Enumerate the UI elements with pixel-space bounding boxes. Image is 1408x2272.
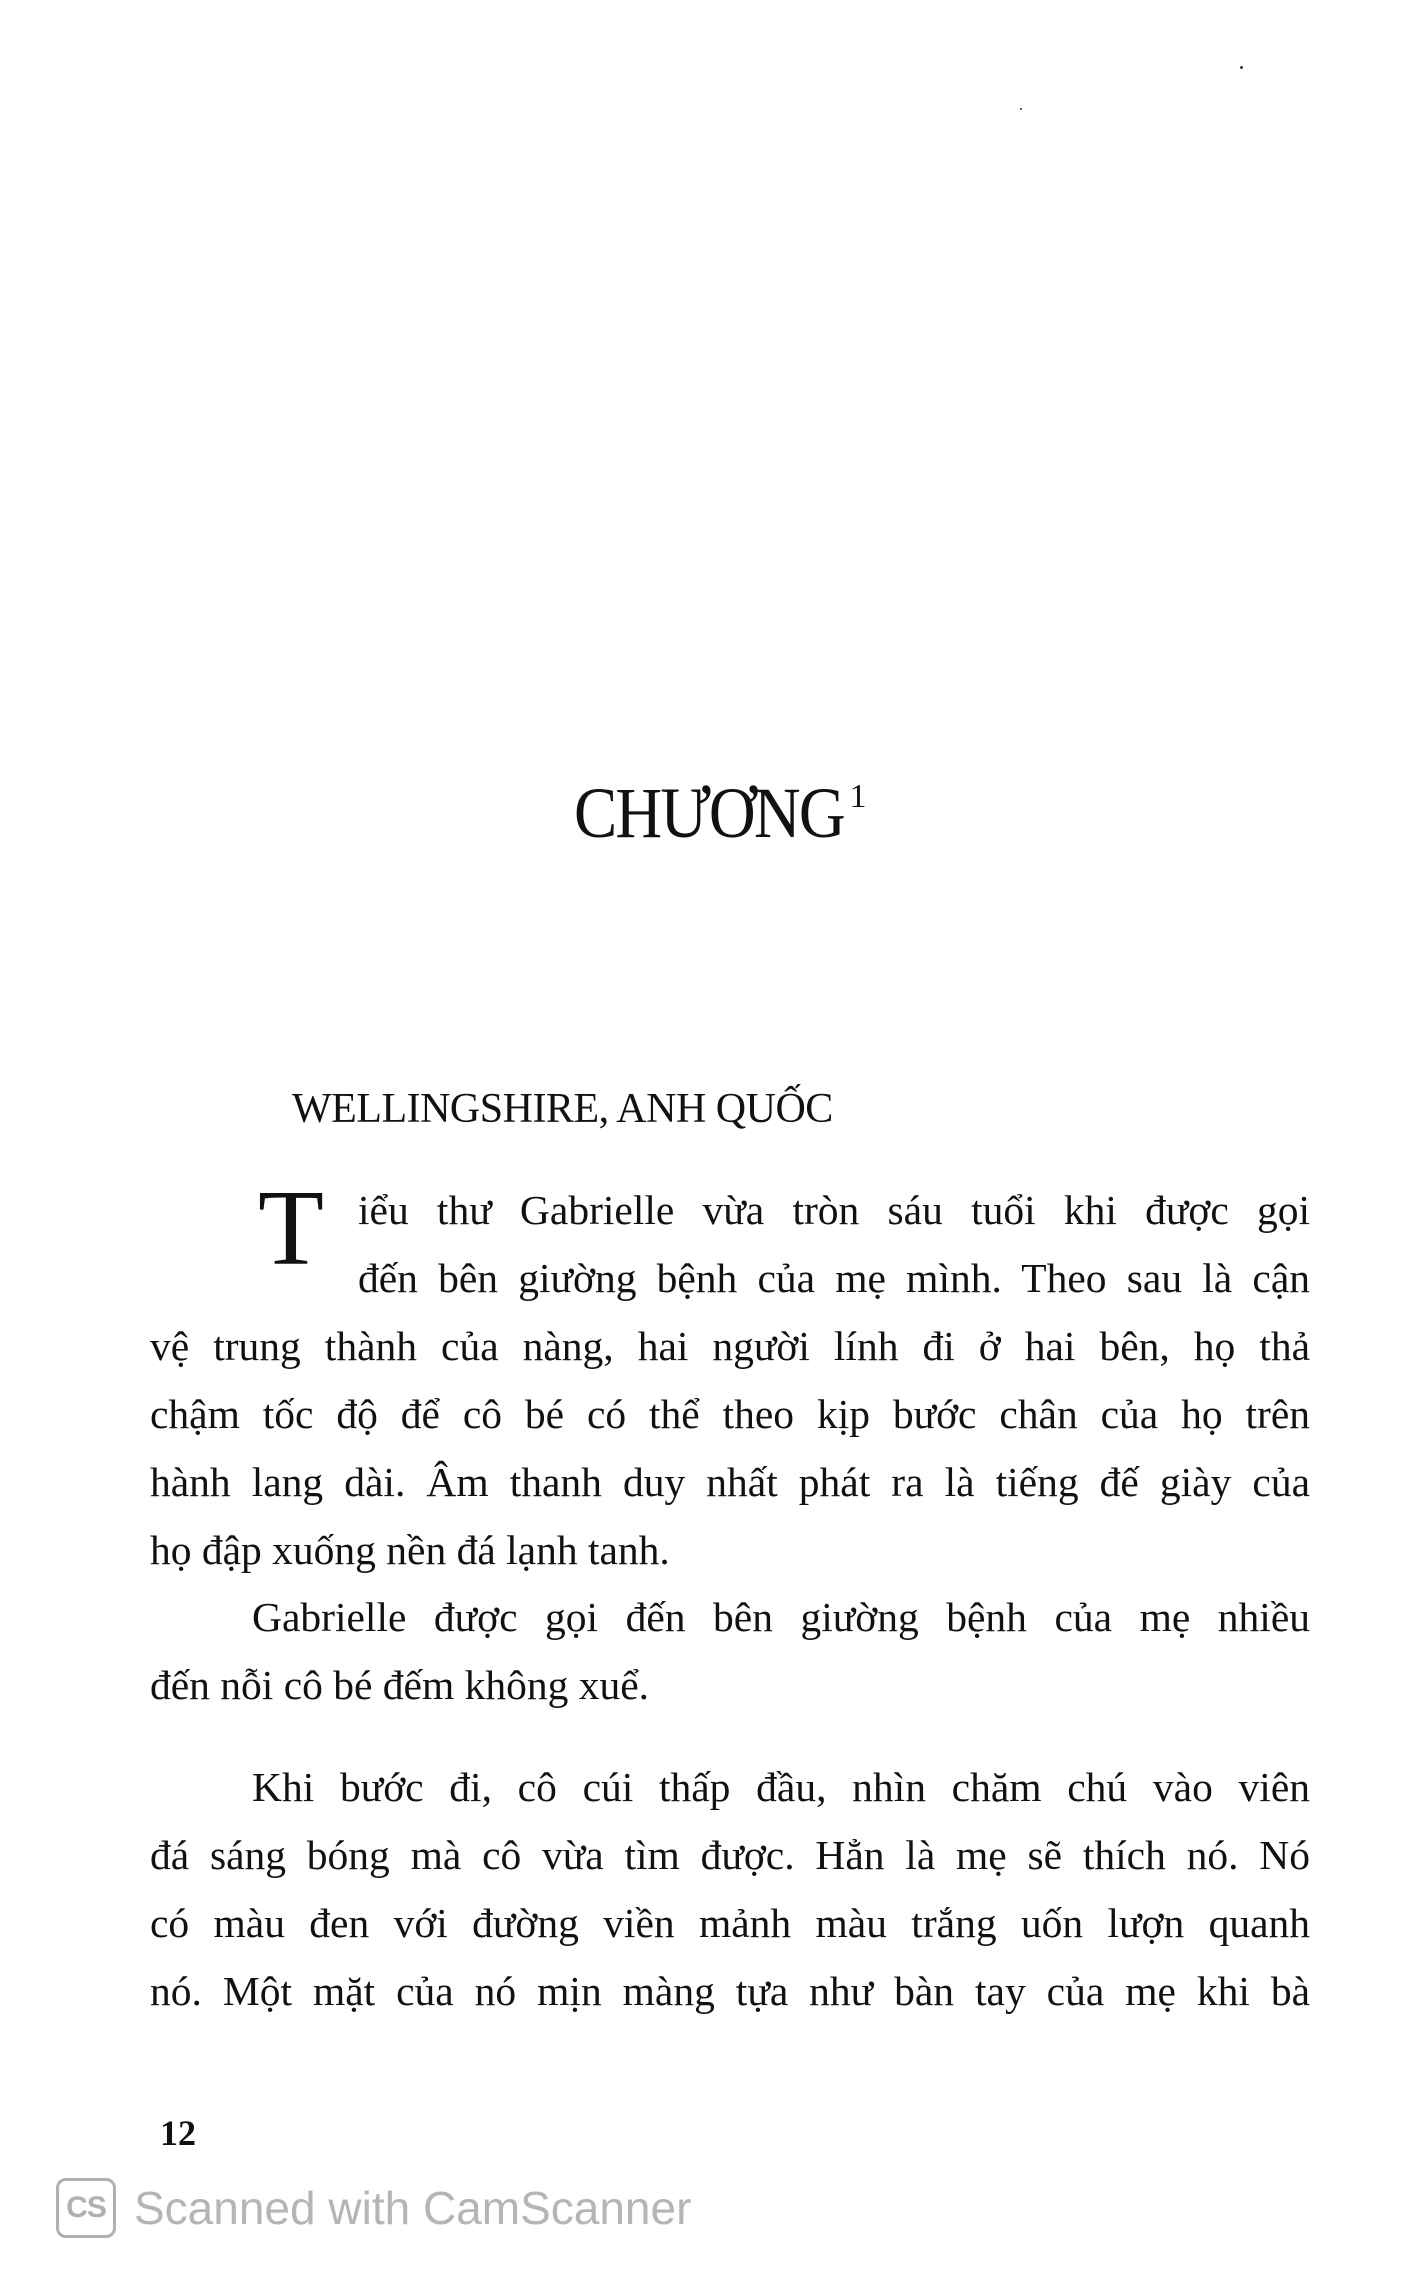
- paragraph-2: [150, 1583, 1310, 1719]
- paragraph-3: [150, 1753, 1310, 2025]
- location-heading: WELLINGSHIRE, ANH QUỐC: [292, 1086, 833, 1132]
- text-line: họ đập xuống nền đá lạnh tanh.: [150, 1527, 670, 1573]
- text-line: Khi bước đi, cô cúi thấp đầu, nhìn chăm chú vào viên: [252, 1764, 1310, 1810]
- paragraph-1: [150, 1169, 1310, 1584]
- text-line: chậm tốc độ để cô bé có thể theo kịp bước chân của họ trên: [150, 1391, 1310, 1437]
- text-line: có màu đen với đường viền mảnh màu trắng uốn lượn quanh: [150, 1900, 1310, 1946]
- scan-speck: [1020, 108, 1022, 110]
- chapter-heading: [0, 772, 1408, 855]
- text-line: nó. Một mặt của nó mịn màng tựa như bàn tay của mẹ khi bà: [150, 1968, 1310, 2014]
- text-line: đến nỗi cô bé đếm không xuể.: [150, 1662, 650, 1708]
- text-line: đá sáng bóng mà cô vừa tìm được. Hẳn là mẹ sẽ thích nó. Nó: [150, 1832, 1310, 1878]
- text-line: hành lang dài. Âm thanh duy nhất phát ra là tiếng đế giày của: [150, 1459, 1310, 1505]
- text-line: đến bên giường bệnh của mẹ mình. Theo sau là cận: [358, 1255, 1310, 1301]
- watermark-text: Scanned with CamScanner: [134, 2182, 692, 2234]
- page-number: 12: [160, 2113, 196, 2153]
- chapter-number: 1: [849, 778, 865, 815]
- camscanner-watermark: [56, 2172, 691, 2244]
- chapter-word: CHƯƠNG: [573, 773, 844, 853]
- text-line: Gabrielle được gọi đến bên giường bệnh của mẹ nhiều: [252, 1594, 1310, 1640]
- camscanner-logo-icon: CS: [56, 2178, 116, 2238]
- drop-cap: T: [258, 1169, 324, 1288]
- scan-speck: [1240, 66, 1243, 69]
- text-line: vệ trung thành của nàng, hai người lính đi ở hai bên, họ thả: [150, 1323, 1310, 1369]
- text-line: iểu thư Gabrielle vừa tròn sáu tuổi khi được gọi: [358, 1187, 1310, 1233]
